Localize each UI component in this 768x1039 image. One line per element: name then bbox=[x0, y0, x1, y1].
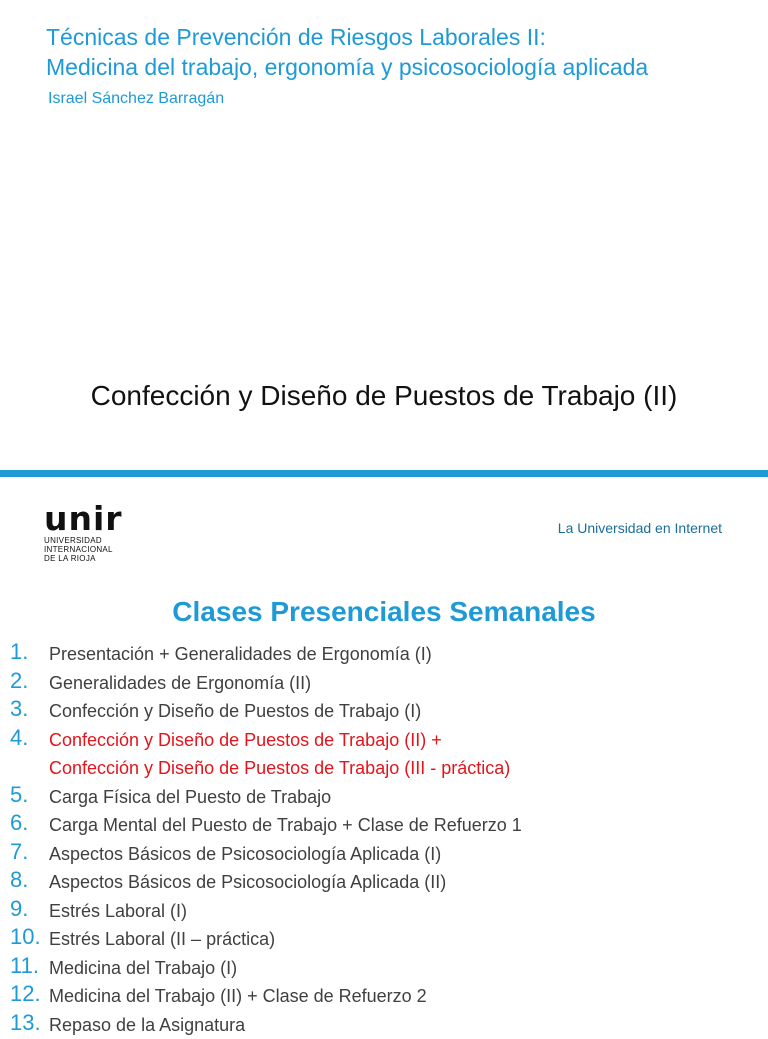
list-item-number: 10. bbox=[10, 923, 41, 951]
slide-divider bbox=[0, 470, 768, 477]
list-item bbox=[0, 1011, 522, 1039]
logo-sub-line-3: DE LA RIOJA bbox=[44, 554, 123, 563]
course-title-line-2: Medicina del trabajo, ergonomía y psicosociología aplicada bbox=[46, 52, 648, 82]
logo-sub-line-2: INTERNACIONAL bbox=[44, 545, 123, 554]
list-item-line: Aspectos Básicos de Psicosociología Aplicada (II) bbox=[49, 868, 522, 897]
logo-sub-line-1: UNIVERSIDAD bbox=[44, 536, 123, 545]
list-item bbox=[0, 925, 522, 954]
schedule-heading: Clases Presenciales Semanales bbox=[0, 596, 768, 628]
list-item-text bbox=[49, 640, 522, 669]
list-item bbox=[0, 897, 522, 926]
author-name: Israel Sánchez Barragán bbox=[48, 90, 224, 108]
list-item-line: Generalidades de Ergonomía (II) bbox=[49, 669, 522, 698]
list-item bbox=[0, 811, 522, 840]
list-item-number: 6. bbox=[10, 809, 28, 837]
list-item-line: Aspectos Básicos de Psicosociología Aplicada (I) bbox=[49, 840, 522, 869]
list-item-text bbox=[49, 897, 522, 926]
list-item-line: Medicina del Trabajo (I) bbox=[49, 954, 522, 983]
list-item-number: 9. bbox=[10, 895, 28, 923]
list-item-line: Presentación + Generalidades de Ergonomía (I) bbox=[49, 640, 522, 669]
list-item-text bbox=[49, 1011, 522, 1039]
list-item-number: 5. bbox=[10, 781, 28, 809]
list-item-number: 1. bbox=[10, 638, 28, 666]
class-list bbox=[0, 640, 522, 1039]
list-item-line: Carga Física del Puesto de Trabajo bbox=[49, 783, 522, 812]
list-item-number: 4. bbox=[10, 724, 28, 752]
course-title-line-1: Técnicas de Prevención de Riesgos Laborales II: bbox=[46, 22, 648, 52]
cover-slide bbox=[0, 0, 768, 470]
list-item-text bbox=[49, 697, 522, 726]
list-item bbox=[0, 840, 522, 869]
list-item-text bbox=[49, 669, 522, 698]
list-item bbox=[0, 669, 522, 698]
schedule-slide bbox=[0, 470, 768, 1024]
list-item bbox=[0, 783, 522, 812]
list-item-number: 8. bbox=[10, 866, 28, 894]
list-item bbox=[0, 868, 522, 897]
list-item-line: Confección y Diseño de Puestos de Trabajo (II) + bbox=[49, 726, 522, 755]
list-item-number: 11. bbox=[10, 952, 39, 980]
list-item-number: 12. bbox=[10, 980, 41, 1008]
list-item-number: 7. bbox=[10, 838, 28, 866]
list-item-text bbox=[49, 783, 522, 812]
list-item-line: Repaso de la Asignatura bbox=[49, 1011, 522, 1039]
list-item-number: 13. bbox=[10, 1009, 41, 1037]
list-item-text bbox=[49, 925, 522, 954]
logo-word: unir bbox=[44, 502, 123, 536]
list-item-line: Medicina del Trabajo (II) + Clase de Refuerzo 2 bbox=[49, 982, 522, 1011]
list-item-current bbox=[0, 726, 522, 783]
list-item-line: Confección y Diseño de Puestos de Trabajo (III - práctica) bbox=[49, 754, 522, 783]
list-item-number: 3. bbox=[10, 695, 28, 723]
course-title bbox=[46, 22, 648, 82]
list-item-text bbox=[49, 954, 522, 983]
list-item-text bbox=[49, 811, 522, 840]
list-item-line: Confección y Diseño de Puestos de Trabajo (I) bbox=[49, 697, 522, 726]
tagline: La Universidad en Internet bbox=[558, 520, 722, 536]
list-item bbox=[0, 640, 522, 669]
lesson-title: Confección y Diseño de Puestos de Trabajo (II) bbox=[0, 380, 768, 412]
list-item bbox=[0, 982, 522, 1011]
list-item-number: 2. bbox=[10, 667, 28, 695]
list-item bbox=[0, 954, 522, 983]
list-item-text bbox=[49, 868, 522, 897]
list-item-line: Estrés Laboral (II – práctica) bbox=[49, 925, 522, 954]
list-item-text bbox=[49, 726, 522, 783]
list-item-line: Estrés Laboral (I) bbox=[49, 897, 522, 926]
list-item bbox=[0, 697, 522, 726]
list-item-text bbox=[49, 840, 522, 869]
list-item-text bbox=[49, 982, 522, 1011]
unir-logo bbox=[44, 502, 123, 563]
list-item-line: Carga Mental del Puesto de Trabajo + Clase de Refuerzo 1 bbox=[49, 811, 522, 840]
